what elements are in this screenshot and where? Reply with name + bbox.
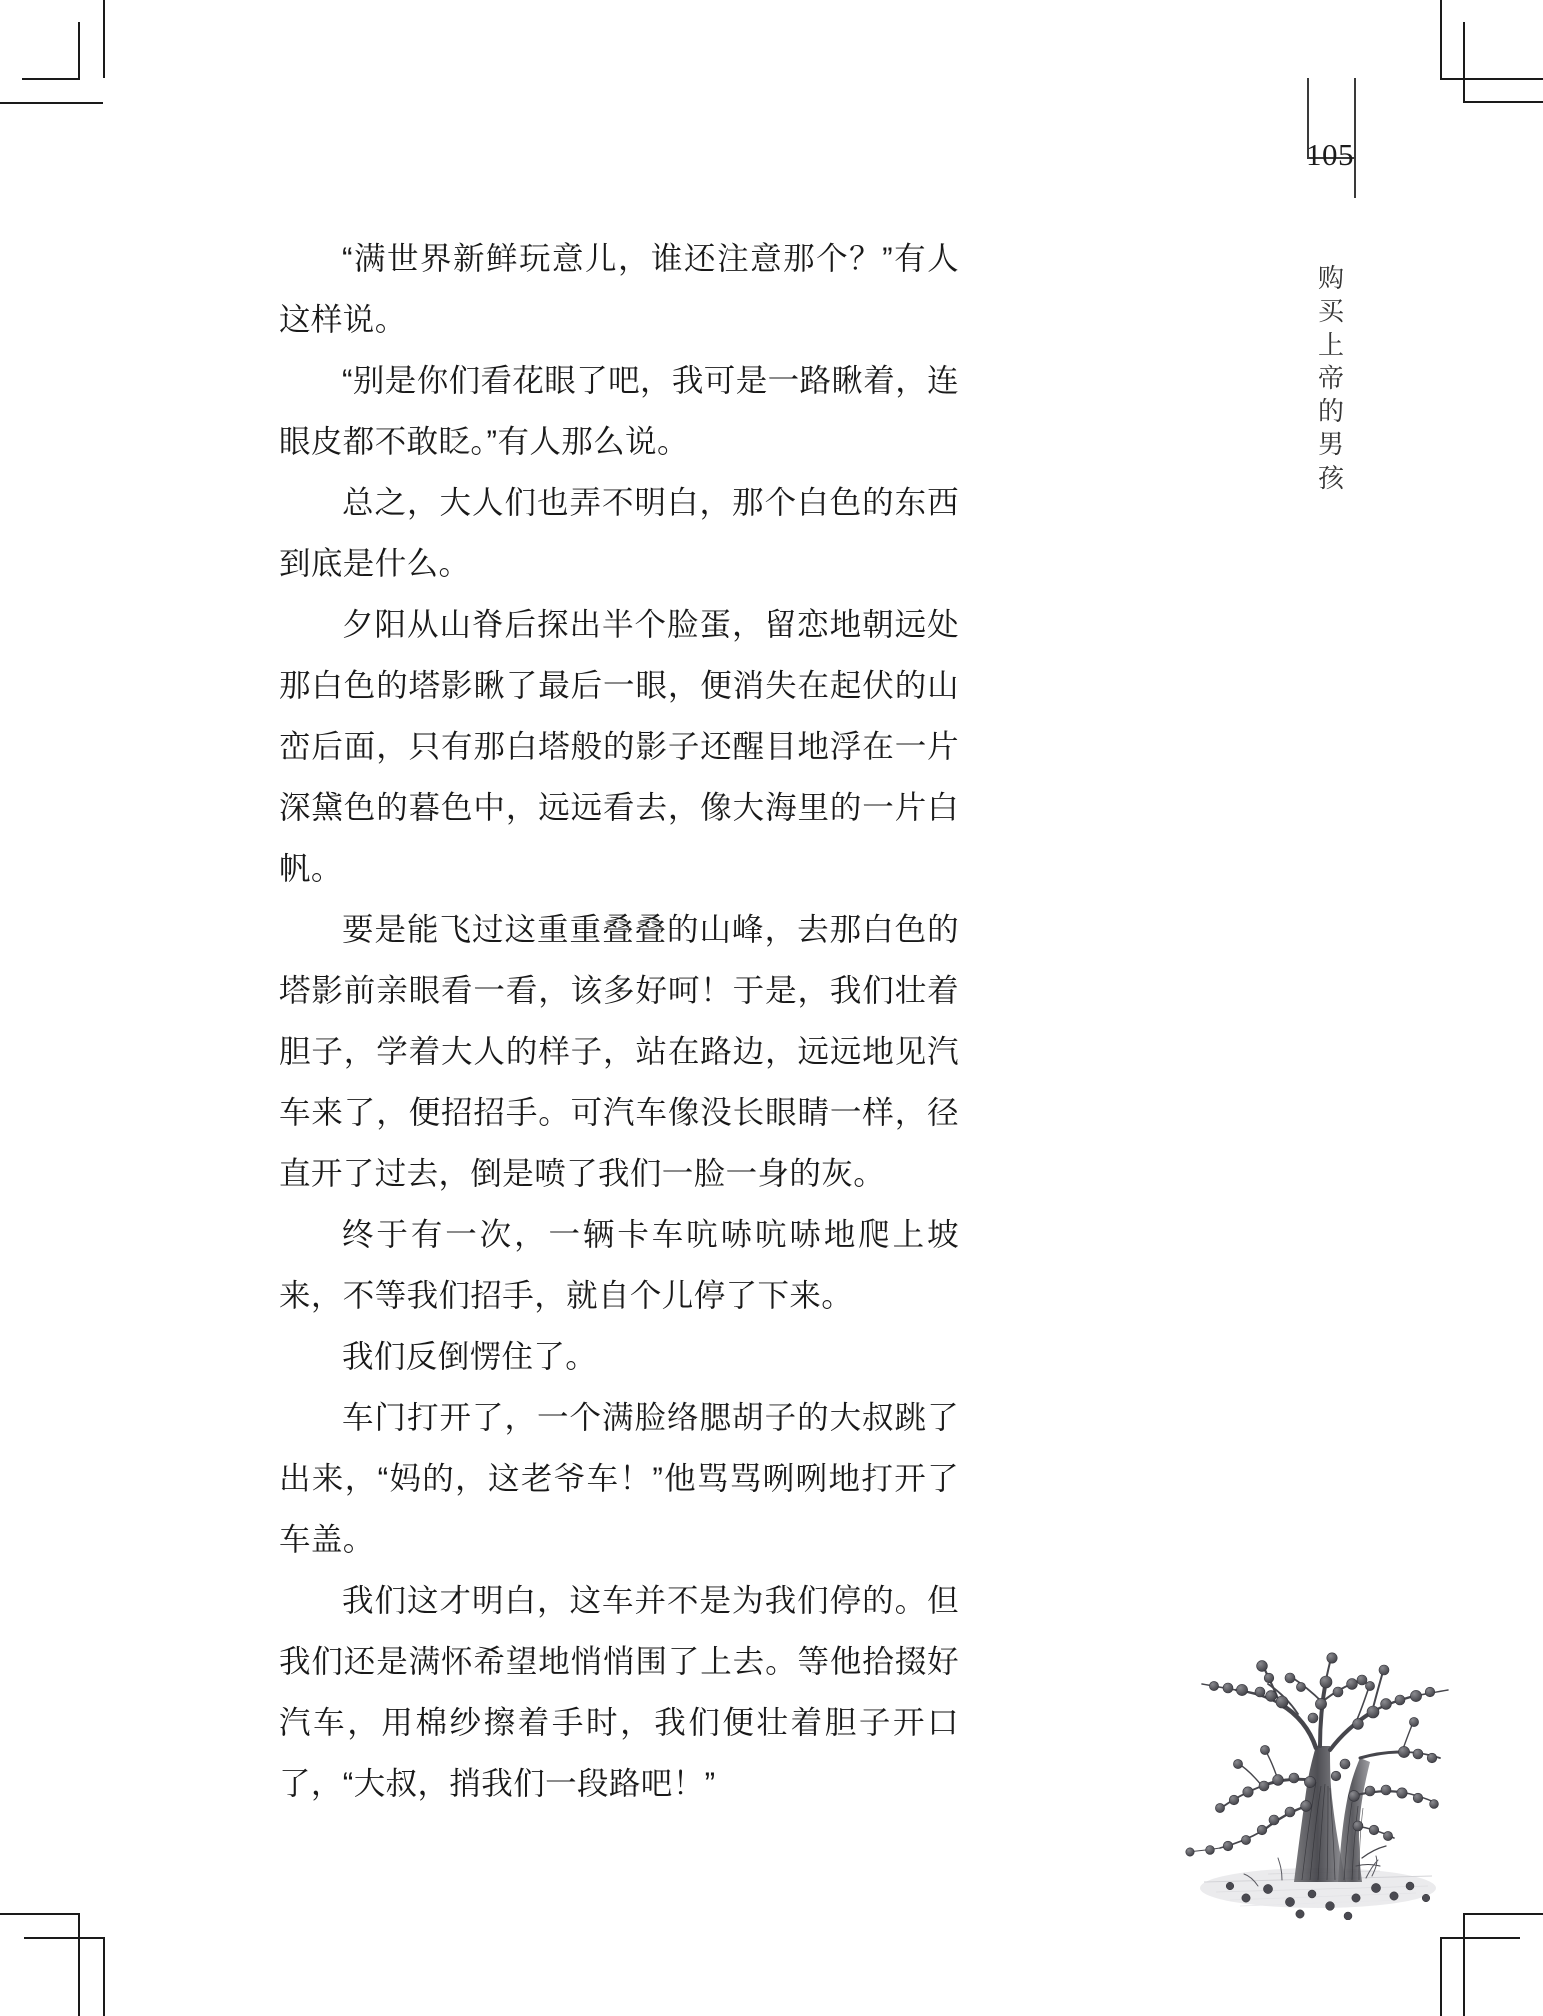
paragraph: 我们这才明白，这车并不是为我们停的。但我们还是满怀希望地悄悄围了上去。等他拾掇好汽车，用棉纱擦着手时，我们便壮着胆子开口了，“大叔，捎我们一段路吧！” bbox=[279, 1582, 959, 1801]
crop-mark-top-right-inner-horizontal bbox=[1463, 101, 1543, 103]
paragraph: 夕阳从山脊后探出半个脸蛋，留恋地朝远处那白色的塔影瞅了最后一眼，便消失在起伏的山峦后面，只有那白塔般的影子还醒目地浮在一片深黛色的暮色中，远远看去，像大海里的一片白帆。 bbox=[279, 606, 959, 886]
crop-mark-top-right-outer-horizontal bbox=[1440, 78, 1543, 80]
paragraph: 终于有一次，一辆卡车吭哧吭哧地爬上坡来，不等我们招手，就自个儿停了下来。 bbox=[279, 1216, 959, 1313]
crop-mark-bottom-left-inner-vertical bbox=[103, 1937, 105, 2016]
body-text-column bbox=[279, 228, 959, 1814]
running-head-char: 男 bbox=[1317, 429, 1344, 460]
crop-mark-bottom-left-outer-horizontal bbox=[0, 1913, 78, 1915]
crop-mark-bottom-right-inner-vertical bbox=[1440, 1937, 1442, 2016]
crop-mark-top-left-inner-vertical bbox=[78, 22, 80, 80]
paragraph: “别是你们看花眼了吧，我可是一路瞅着，连眼皮都不敢眨。”有人那么说。 bbox=[279, 362, 959, 459]
crop-mark-bottom-left-inner-horizontal bbox=[24, 1937, 104, 1939]
running-head-char: 帝 bbox=[1317, 362, 1344, 393]
crop-mark-bottom-right-inner-horizontal bbox=[1440, 1937, 1520, 1939]
running-head-char: 上 bbox=[1317, 329, 1344, 360]
page-number: 105 bbox=[1306, 137, 1354, 172]
running-head-char: 买 bbox=[1317, 296, 1344, 327]
running-head-char: 孩 bbox=[1317, 462, 1344, 493]
running-head-char: 的 bbox=[1317, 396, 1344, 427]
paragraph: 我们反倒愣住了。 bbox=[342, 1338, 598, 1374]
crop-mark-top-right-outer-vertical bbox=[1440, 0, 1442, 78]
crop-mark-bottom-right-outer-vertical bbox=[1463, 1913, 1465, 2016]
crop-mark-bottom-right-outer-horizontal bbox=[1465, 1913, 1543, 1915]
paragraph: “满世界新鲜玩意儿，谁还注意那个？”有人这样说。 bbox=[279, 240, 959, 337]
page-number-bracket-right bbox=[1354, 78, 1356, 198]
crop-mark-top-left-outer-horizontal bbox=[0, 102, 103, 104]
crop-mark-top-left-inner-horizontal bbox=[22, 78, 80, 80]
trunk-group bbox=[1294, 1746, 1370, 1882]
paragraph: 车门打开了，一个满脸络腮胡子的大叔跳了出来，“妈的，这老爷车！”他骂骂咧咧地打开了车盖。 bbox=[279, 1399, 959, 1557]
crop-mark-top-right-inner-vertical bbox=[1463, 22, 1465, 102]
paragraph: 要是能飞过这重重叠叠的山峰，去那白色的塔影前亲眼看一看，该多好呵！于是，我们壮着胆子，学着大人的样子，站在路边，远远地见汽车来了，便招招手。可汽车像没长眼睛一样，径直开了过去，倒是喷了我们一脸一身的灰。 bbox=[279, 911, 959, 1191]
running-head-vertical-title bbox=[1314, 262, 1348, 495]
crop-mark-top-left-outer-vertical bbox=[103, 0, 105, 78]
tree-sketch-illustration bbox=[1170, 1630, 1470, 1920]
crop-mark-bottom-left-outer-vertical bbox=[78, 1913, 80, 2016]
running-head-char: 购 bbox=[1317, 263, 1344, 293]
paragraph: 总之，大人们也弄不明白，那个白色的东西到底是什么。 bbox=[279, 484, 959, 581]
